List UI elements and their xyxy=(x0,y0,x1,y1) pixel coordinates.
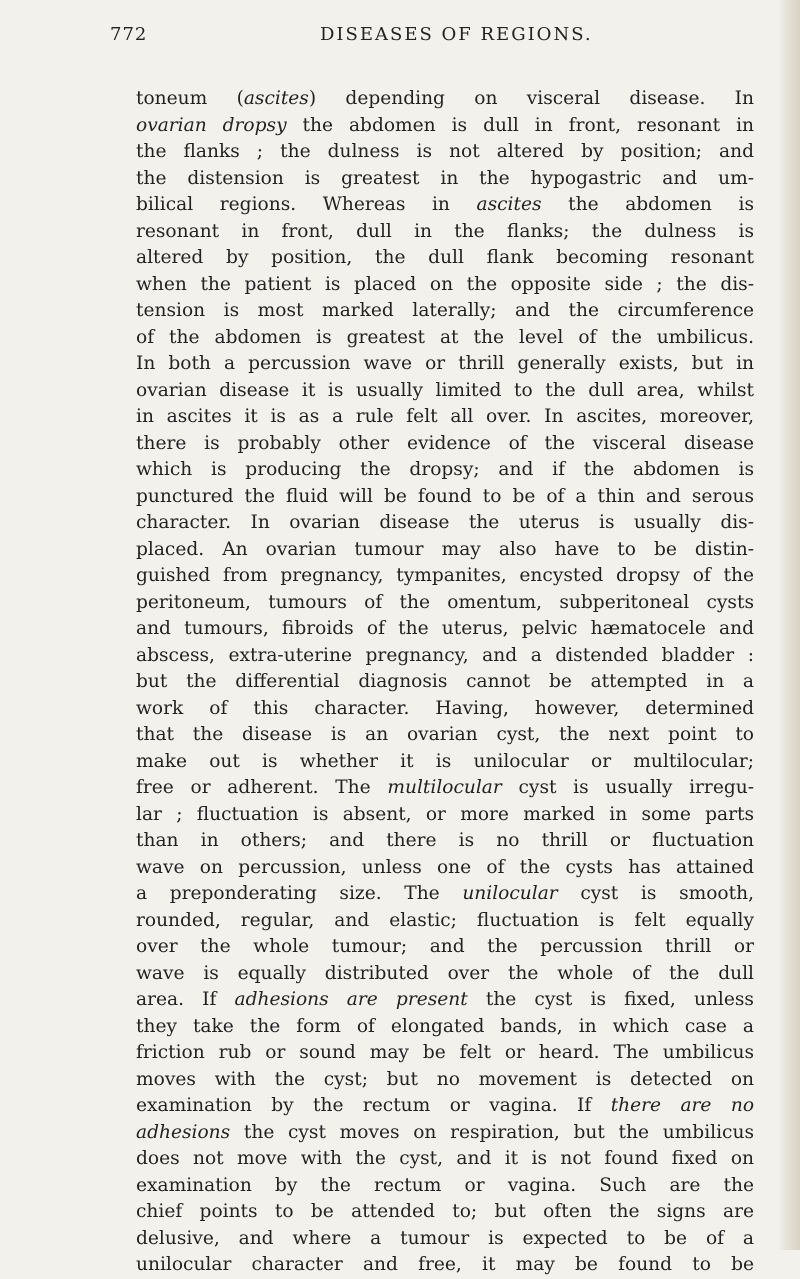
text-line xyxy=(136,775,754,802)
text-segment: examination by the rectum or vagina. If xyxy=(136,1095,611,1116)
text-segment: tension is most marked laterally; and the circumference xyxy=(136,300,754,321)
text-line xyxy=(136,325,754,352)
text-line xyxy=(136,113,754,140)
body-paragraph xyxy=(136,86,754,1279)
text-segment: resonant in front, dull in the flanks; the dulness is xyxy=(136,220,754,242)
text-segment: a preponderating size. The xyxy=(136,883,463,904)
text-segment: ovarian disease it is usually limited to the dull area, whilst xyxy=(136,379,754,401)
text-segment: free or adherent. The xyxy=(136,777,388,798)
page-number: 772 xyxy=(110,24,148,45)
text-line xyxy=(136,1040,754,1067)
text-line xyxy=(136,722,754,749)
text-line xyxy=(136,1014,754,1041)
text-segment: peritoneum, tumours of the omentum, subperitoneal cysts xyxy=(136,591,754,613)
text-line xyxy=(136,881,754,908)
text-line xyxy=(136,537,754,564)
text-line xyxy=(136,86,754,113)
text-segment: examination by the rectum or vagina. Such are the xyxy=(136,1174,754,1196)
text-segment: the cyst moves on respiration, but the umbilicus xyxy=(230,1121,754,1143)
text-line xyxy=(136,802,754,829)
text-segment: the abdomen is xyxy=(541,194,754,215)
text-segment: chief points to be attended to; but often the signs are xyxy=(136,1201,754,1222)
text-line xyxy=(136,219,754,246)
text-line xyxy=(136,378,754,405)
text-segment: the flanks ; the dulness is not altered by position; and xyxy=(136,141,754,162)
text-segment: cyst is smooth, xyxy=(557,883,754,904)
italic-text: unilocular xyxy=(462,883,558,904)
text-line xyxy=(136,855,754,882)
text-segment: unilocular character and free, it may be found to be xyxy=(136,1254,754,1275)
text-line xyxy=(136,828,754,855)
text-segment: In both a percussion wave or thrill generally exists, but in xyxy=(136,353,754,374)
text-segment: delusive, and where a tumour is expected to be of a xyxy=(136,1227,754,1249)
text-segment: ) depending on visceral disease. In xyxy=(308,88,754,109)
page-header xyxy=(110,24,750,54)
text-line xyxy=(136,457,754,484)
text-segment: wave is equally distributed over the whole of the dull xyxy=(136,962,754,984)
text-line xyxy=(136,1067,754,1094)
text-line xyxy=(136,192,754,219)
italic-text: adhesions are present xyxy=(234,989,468,1010)
text-line xyxy=(136,643,754,670)
text-line xyxy=(136,987,754,1014)
italic-text: multilocular xyxy=(387,777,502,798)
text-segment: make out is whether it is unilocular or multilocular; xyxy=(136,750,754,772)
text-line xyxy=(136,749,754,776)
text-line xyxy=(136,431,754,458)
text-segment: rounded, regular, and elastic; fluctuation is felt equally xyxy=(136,909,754,931)
text-segment: over the whole tumour; and the percussion thrill or xyxy=(136,936,754,957)
text-line xyxy=(136,1120,754,1147)
italic-text: ovarian dropsy xyxy=(136,114,287,136)
text-segment: guished from pregnancy, tympanites, encysted dropsy of the xyxy=(136,565,754,586)
text-line xyxy=(136,616,754,643)
page-edge xyxy=(778,0,800,1250)
text-segment: abscess, extra-uterine pregnancy, and a distended bladder : xyxy=(136,644,754,666)
text-segment: wave on percussion, unless one of the cysts has attained xyxy=(136,856,754,878)
text-line xyxy=(136,590,754,617)
text-line xyxy=(136,1252,754,1279)
text-segment: altered by position, the dull flank becoming resonant xyxy=(136,247,754,268)
text-line xyxy=(136,934,754,961)
text-line xyxy=(136,139,754,166)
text-segment: ( xyxy=(236,88,244,109)
text-line xyxy=(136,272,754,299)
text-segment: in ascites it is as a rule felt all over. In ascites, moreover, xyxy=(136,406,754,427)
text-line xyxy=(136,908,754,935)
text-segment: the cyst is fixed, unless xyxy=(467,989,754,1010)
italic-text: there are no xyxy=(610,1095,755,1116)
text-segment: that the disease is an ovarian cyst, the next point to xyxy=(136,724,754,745)
text-segment: of the abdomen is greatest at the level of the umbilicus. xyxy=(136,326,754,348)
text-segment: work of this character. Having, however, determined xyxy=(136,697,754,719)
text-line xyxy=(136,961,754,988)
text-line xyxy=(136,1146,754,1173)
text-segment: they take the form of elongated bands, in which case a xyxy=(136,1015,754,1037)
text-segment: character. In ovarian disease the uterus is usually dis- xyxy=(136,512,754,533)
text-segment: the abdomen is dull in front, resonant in xyxy=(286,114,754,136)
text-line xyxy=(136,166,754,193)
text-line xyxy=(136,351,754,378)
text-segment: placed. An ovarian tumour may also have to be distin- xyxy=(136,538,754,560)
running-title: DISEASES OF REGIONS. xyxy=(320,24,593,45)
text-line xyxy=(136,1199,754,1226)
text-line xyxy=(136,510,754,537)
text-segment: and tumours, fibroids of the uterus, pelvic hæmatocele and xyxy=(136,618,754,639)
italic-text: adhesions xyxy=(136,1121,231,1143)
text-segment: toneum xyxy=(136,88,237,109)
text-segment: area. If xyxy=(136,989,235,1010)
text-line xyxy=(136,245,754,272)
text-line xyxy=(136,404,754,431)
text-line xyxy=(136,696,754,723)
text-line xyxy=(136,1093,754,1120)
text-line xyxy=(136,298,754,325)
text-segment: friction rub or sound may be felt or heard. The umbilicus xyxy=(136,1042,754,1063)
text-segment: punctured the fluid will be found to be of a thin and serous xyxy=(136,485,754,507)
text-line xyxy=(136,669,754,696)
text-segment: lar ; fluctuation is absent, or more marked in some parts xyxy=(136,803,754,825)
text-line xyxy=(136,1173,754,1200)
text-segment: when the patient is placed on the opposite side ; the dis- xyxy=(136,273,754,295)
text-segment: bilical regions. Whereas in xyxy=(136,194,477,215)
italic-text: ascites xyxy=(476,194,542,215)
text-segment: does not move with the cyst, and it is not found fixed on xyxy=(136,1148,754,1169)
text-segment: there is probably other evidence of the visceral disease xyxy=(136,432,754,454)
text-segment: moves with the cyst; but no movement is detected on xyxy=(136,1068,754,1090)
text-line xyxy=(136,563,754,590)
italic-text: ascites xyxy=(243,88,309,109)
text-segment: which is producing the dropsy; and if the abdomen is xyxy=(136,459,754,480)
text-line xyxy=(136,1226,754,1253)
text-segment: but the differential diagnosis cannot be attempted in a xyxy=(136,671,754,692)
text-segment: cyst is usually irregu- xyxy=(501,777,754,798)
text-segment: the distension is greatest in the hypogastric and um- xyxy=(136,167,754,189)
text-line xyxy=(136,484,754,511)
text-segment: than in others; and there is no thrill or fluctuation xyxy=(136,830,754,851)
